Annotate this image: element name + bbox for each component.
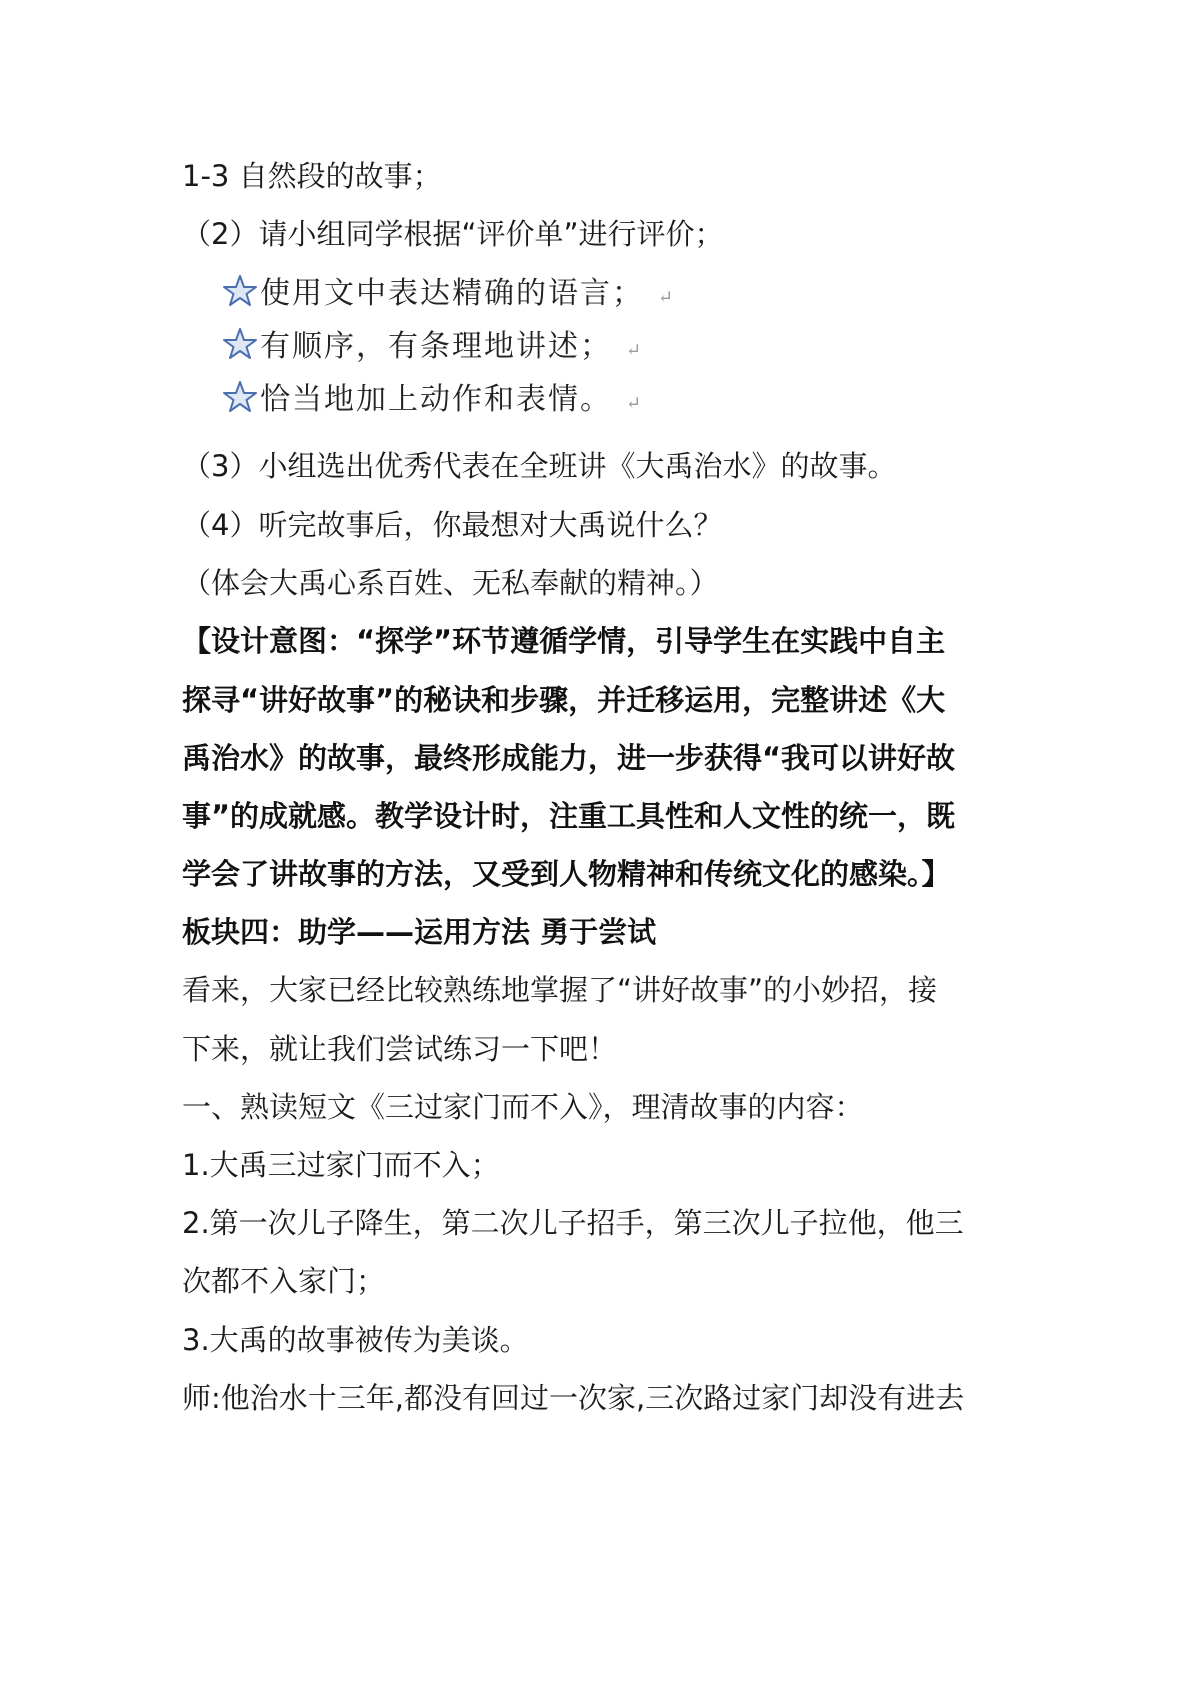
text-line-5: （体会大禹心系百姓、无私奉献的精神。） xyxy=(182,566,719,600)
list-item-3: 3.大禹的故事被传为美谈。 xyxy=(182,1323,529,1357)
list-item-1: 1.大禹三过家门而不入； xyxy=(182,1148,500,1182)
paragraph-1-line-1: 看来，大家已经比较熟练地掌握了“讲好故事”的小妙招，接 xyxy=(182,973,938,1007)
text-line-4: （4）听完故事后，你最想对大禹说什么？ xyxy=(182,508,723,542)
criteria-item-1 xyxy=(222,273,673,316)
design-intent-line-3: 禹治水》的故事，最终形成能力，进一步获得“我可以讲好故 xyxy=(182,741,956,775)
criteria-text-1: 使用文中表达精确的语言； xyxy=(260,276,644,311)
text-line-3: （3）小组选出优秀代表在全班讲《大禹治水》的故事。 xyxy=(182,449,897,483)
section-heading: 板块四：助学——运用方法 勇于尝试 xyxy=(182,915,657,949)
criteria-text-3: 恰当地加上动作和表情。 xyxy=(260,382,612,417)
star-outline-icon xyxy=(222,273,258,309)
teacher-line: 师:他治水十三年,都没有回过一次家,三次路过家门却没有进去 xyxy=(182,1381,965,1415)
design-intent-line-5: 学会了讲故事的方法，又受到人物精神和传统文化的感染。】 xyxy=(182,857,951,891)
paragraph-mark-icon: ↵ xyxy=(626,393,642,414)
criteria-item-2 xyxy=(222,326,641,369)
star-outline-icon xyxy=(222,379,258,415)
list-item-2-line-1: 2.第一次儿子降生，第二次儿子招手，第三次儿子拉他，他三 xyxy=(182,1206,964,1240)
paragraph-mark-icon: ↵ xyxy=(658,287,674,308)
text-line-1: 1-3 自然段的故事； xyxy=(182,159,442,193)
criteria-text-2: 有顺序，有条理地讲述； xyxy=(260,329,612,364)
paragraph-2: 一、熟读短文《三过家门而不入》，理清故事的内容： xyxy=(182,1090,864,1124)
design-intent-line-1: 【设计意图：“探学”环节遵循学情，引导学生在实践中自主 xyxy=(182,624,946,658)
design-intent-line-4: 事”的成就感。教学设计时，注重工具性和人文性的统一，既 xyxy=(182,799,956,833)
criteria-item-3 xyxy=(222,379,641,422)
design-intent-line-2: 探寻“讲好故事”的秘诀和步骤，并迁移运用，完整讲述《大 xyxy=(182,683,946,717)
star-outline-icon xyxy=(222,326,258,362)
paragraph-mark-icon: ↵ xyxy=(626,340,642,361)
text-line-2: （2）请小组同学根据“评价单”进行评价； xyxy=(182,217,724,251)
list-item-2-line-2: 次都不入家门； xyxy=(182,1264,386,1298)
paragraph-1-line-2: 下来，就让我们尝试练习一下吧！ xyxy=(182,1032,618,1066)
